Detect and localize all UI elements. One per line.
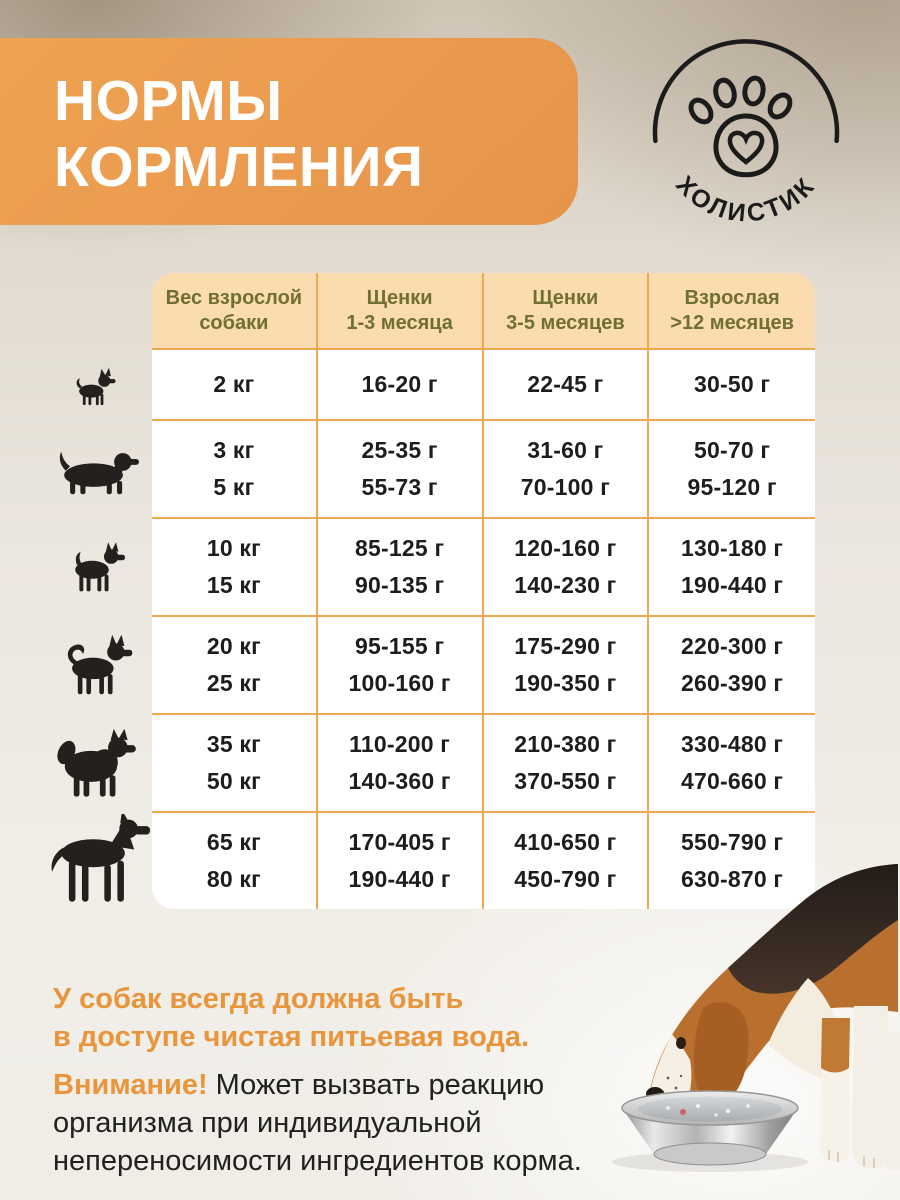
toy-dog-icon [67,365,123,407]
dachshund-icon [51,437,139,503]
paw-pad-outline [716,116,776,175]
table-cell: 120-160 г 140-230 г [484,519,650,617]
table-cell: 170-405 г 190-440 г [318,813,484,909]
column-header: Вес взрослой собаки [152,273,318,350]
page-title-line1: НОРМЫ [54,69,283,133]
beagle-eating-photo [598,856,900,1200]
warning-label: Внимание! [53,1069,208,1101]
table-cell: 30-50 г [649,350,815,421]
great-dane-icon [39,814,151,907]
water-note [53,980,529,1056]
table-cell: 330-480 г 470-660 г [649,715,815,813]
table-cell: 130-180 г 190-440 г [649,519,815,617]
table-cell: 210-380 г 370-550 г [484,715,650,813]
column-header: Взрослая >12 месяцев [649,273,815,350]
table-cell: 16-20 г [318,350,484,421]
paw-print [687,77,794,175]
brand-logo [646,33,846,253]
table-cell: 31-60 г 70-100 г [484,421,650,519]
tongue-reflection [680,1109,686,1115]
laika-curled-tail-icon [52,634,138,699]
table-cell: 65 кг 80 кг [152,813,318,909]
table-cell: 3 кг 5 кг [152,421,318,519]
table-cell: 410-650 г 450-790 г [484,813,650,909]
table-cell: 22-45 г [484,350,650,421]
heart-icon [730,133,762,162]
table-cell: 110-200 г 140-360 г [318,715,484,813]
table-cell: 175-290 г 190-350 г [484,617,650,715]
water-note-line2: в доступе чистая питьевая вода. [53,1021,530,1053]
table-cell: 20 кг 25 кг [152,617,318,715]
table-cell: 550-790 г 630-870 г [681,829,784,892]
page-title [0,38,578,200]
column-header: Щенки 1-3 месяца [318,273,484,350]
fluffy-spitz-icon [46,728,144,802]
beagle-eye [676,1037,686,1049]
svg-text:ХОЛИСТИК [670,171,821,228]
warning-text: Может вызвать реакцию организма при индивидуальной непереносимости ингредиентов корма. [53,1069,582,1177]
table-cell: 35 кг 50 кг [152,715,318,813]
warning-note [53,1066,663,1180]
bowl-water [638,1097,782,1122]
paw-heart-icon [646,33,846,248]
logo-brand-text: ХОЛИСТИК [670,170,822,228]
table-cell: 25-35 г 55-73 г [318,421,484,519]
feeding-table [152,273,815,909]
beagle-ear [694,1002,749,1103]
water-note-line1: У собак всегда должна быть [53,983,464,1015]
table-cell: 85-125 г 90-135 г [318,519,484,617]
table-cell: 95-155 г 100-160 г [318,617,484,715]
beagle-front-leg-far [852,1006,888,1168]
table-cell: 2 кг [152,350,318,421]
table-cell: 50-70 г 95-120 г [649,421,815,519]
column-header: Щенки 3-5 месяцев [484,273,650,350]
page-title-line2: КОРМЛЕНИЯ [54,135,424,199]
header-banner [0,38,578,225]
table-cell: 10 кг 15 кг [152,519,318,617]
terrier-icon [59,541,131,595]
table-cell: 220-300 г 260-390 г [649,617,815,715]
